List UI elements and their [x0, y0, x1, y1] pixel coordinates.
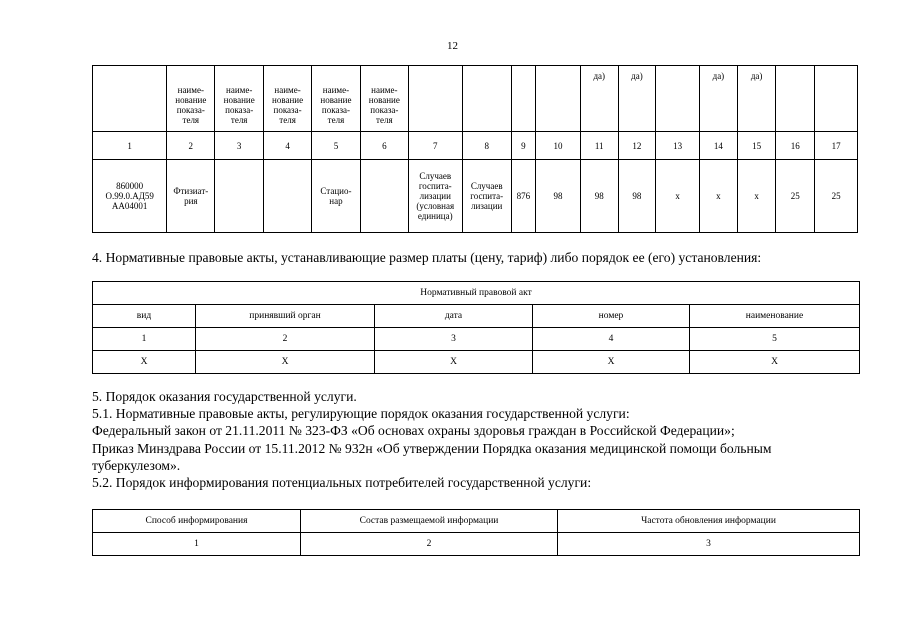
table-cell: [656, 66, 700, 132]
table-cell: Х: [196, 351, 375, 374]
table-cell: 15: [737, 132, 776, 160]
table-cell: наиме- нование показа- теля: [312, 66, 361, 132]
table-cell: 25: [776, 160, 815, 233]
table-cell: 5: [312, 132, 361, 160]
table-cell: 13: [656, 132, 700, 160]
table-cell: 2: [301, 533, 558, 556]
table-cell: х: [737, 160, 776, 233]
table-cell: [462, 66, 511, 132]
table-cell: принявший орган: [196, 305, 375, 328]
table-cell: Способ информирования: [93, 510, 301, 533]
table-cell: 3: [375, 328, 533, 351]
table-cell: 6: [360, 132, 408, 160]
table-row: [93, 351, 860, 374]
table-row: [93, 66, 858, 132]
legal-acts-table: [92, 281, 860, 374]
table-cell: 17: [815, 132, 858, 160]
table-cell: Х: [533, 351, 690, 374]
table-cell: [511, 66, 535, 132]
table-cell: номер: [533, 305, 690, 328]
table-cell: 1: [93, 533, 301, 556]
table-row: [93, 510, 860, 533]
table-cell: 8: [462, 132, 511, 160]
table-cell: [360, 160, 408, 233]
table-cell: вид: [93, 305, 196, 328]
table-cell: 3: [215, 132, 264, 160]
table-cell: Частота обновления информации: [558, 510, 860, 533]
ministry-order-text: Приказ Минздрава России от 15.11.2012 № 932н «Об утверждении Порядка оказания медицинской помощи больным туберкулезом».: [92, 441, 772, 473]
section-5-heading: 5. Порядок оказания государственной услуги.: [92, 389, 357, 404]
table-cell: 98: [580, 160, 618, 233]
table-cell: [408, 66, 462, 132]
table-cell: [815, 66, 858, 132]
table-row: [93, 132, 858, 160]
table-cell: 11: [580, 132, 618, 160]
page-number: 12: [447, 40, 458, 52]
table-cell: да): [580, 66, 618, 132]
table-cell: Случаев госпита- лизации: [462, 160, 511, 233]
table-cell: [264, 160, 312, 233]
table-cell: наиме- нование показа- теля: [360, 66, 408, 132]
table-cell: 98: [618, 160, 656, 233]
table-cell: да): [618, 66, 656, 132]
table-cell: дата: [375, 305, 533, 328]
table-cell: Состав размещаемой информации: [301, 510, 558, 533]
table-cell: х: [700, 160, 738, 233]
table-cell: 4: [533, 328, 690, 351]
table-cell: 12: [618, 132, 656, 160]
table-cell: 1: [93, 132, 167, 160]
table-cell: да): [737, 66, 776, 132]
table-cell: наиме- нование показа- теля: [167, 66, 215, 132]
table-cell: 3: [558, 533, 860, 556]
table-cell: Х: [690, 351, 860, 374]
table-cell: наименование: [690, 305, 860, 328]
table-cell: Случаев госпита- лизации (условная единица): [408, 160, 462, 233]
table-cell: 7: [408, 132, 462, 160]
table-cell: наиме- нование показа- теля: [264, 66, 312, 132]
table-row: [93, 160, 858, 233]
table-cell: Стацио- нар: [312, 160, 361, 233]
table-cell: х: [656, 160, 700, 233]
section-5-2-heading: 5.2. Порядок информирования потенциальных потребителей государственной услуги:: [92, 475, 592, 490]
table-cell: 876: [511, 160, 535, 233]
table-cell: 14: [700, 132, 738, 160]
table-row: [93, 328, 860, 351]
table-cell: 98: [536, 160, 581, 233]
indicators-table: [92, 65, 858, 233]
table-cell: 16: [776, 132, 815, 160]
table-row: [93, 305, 860, 328]
table-cell: 2: [167, 132, 215, 160]
table-cell: наиме- нование показа- теля: [215, 66, 264, 132]
table-cell: [93, 66, 167, 132]
table-cell: Фтизиат- рия: [167, 160, 215, 233]
table-row: [93, 282, 860, 305]
table-cell: Х: [93, 351, 196, 374]
table-cell: [215, 160, 264, 233]
table-row: [93, 533, 860, 556]
table-cell: 25: [815, 160, 858, 233]
table-cell: 10: [536, 132, 581, 160]
table-title-cell: Нормативный правовой акт: [93, 282, 860, 305]
table-cell: 4: [264, 132, 312, 160]
federal-law-text: Федеральный закон от 21.11.2011 № 323-ФЗ «Об основах охраны здоровья граждан в Российской Федерации»;: [92, 423, 735, 438]
table-cell: 860000 О.99.0.АД59 АА04001: [93, 160, 167, 233]
table-cell: 5: [690, 328, 860, 351]
table-cell: да): [700, 66, 738, 132]
table-cell: [536, 66, 581, 132]
section-5-1-heading: 5.1. Нормативные правовые акты, регулирующие порядок оказания государственной услуги:: [92, 406, 630, 421]
table-cell: 2: [196, 328, 375, 351]
table-cell: 1: [93, 328, 196, 351]
table-cell: Х: [375, 351, 533, 374]
section-4-heading: 4. Нормативные правовые акты, устанавливающие размер платы (цену, тариф) либо порядок ее (его) установления:: [92, 250, 762, 265]
table-cell: [776, 66, 815, 132]
information-table: [92, 509, 860, 556]
table-cell: 9: [511, 132, 535, 160]
